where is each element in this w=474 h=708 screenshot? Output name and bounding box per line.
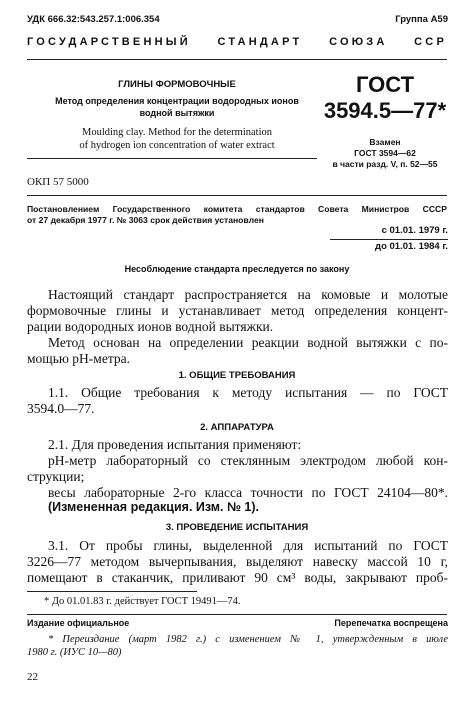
section-3-heading: 3. ПРОВЕДЕНИЕ ИСПЫТАНИЯ [165,522,309,533]
reissue-line-1: * Переиздание (март 1982 г.) с изменением № 1, утвержденным в июле [48,634,448,645]
section-3-line-3: помещают в стаканчик, приливают 90 см³ воды, закрывают проб- [27,570,448,585]
valid-from: с 01.01. 1979 г. [381,225,448,236]
title-rule [27,158,317,159]
edition-rule [27,614,447,615]
replaces-section: в части разд. V, п. 52—55 [332,159,438,169]
okp-code: ОКП 57 5000 [27,176,89,188]
intro-line-5: мощью рН-метра. [27,351,131,366]
section-1-line-1: 1.1. Общие требования к методу испытания — по ГОСТ [48,385,448,400]
group-code: Группа А59 [395,14,448,25]
intro-line-3: рации водородных ионов водной вытяжки. [27,319,274,334]
section-2-line-1: 2.1. Для проведения испытания применяют: [48,437,302,452]
section-2-heading: 2. АППАРАТУРА [200,422,274,433]
section-2-line-3: струкции; [27,469,85,484]
reissue-line-2: 1980 г. (ИУС 10—80) [27,647,122,658]
gost-number: 3594.5—77* [323,98,447,123]
edition-official: Издание официальное [27,618,130,628]
section-1-line-2: 3594.0—77. [27,401,95,416]
replaces-label: Взамен [369,137,401,147]
section-3-line-1: 3.1. От пробы глины, выделенной для испытаний по ГОСТ [48,538,448,553]
replaces-gost: ГОСТ 3594—62 [354,148,416,158]
section-2-line-2: рН-метр лабораторный со стеклянным электродом любой кон- [48,453,448,468]
page-number: 22 [27,671,38,683]
valid-rule [330,239,448,240]
section-1-heading: 1. ОБЩИЕ ТРЕБОВАНИЯ [178,370,296,381]
standard-subtitle-ru-1: Метод определения концентрации водородных ионов [55,96,299,106]
decree-line-2: от 27 декабря 1977 г. № 3063 срок действия установлен [27,215,264,225]
valid-to: до 01.01. 1984 г. [375,241,448,252]
standard-title-en-2: of hydrogen ion concentration of water extract [79,140,275,151]
footnote: * До 01.01.83 г. действует ГОСТ 19491—74. [44,596,241,607]
intro-line-1: Настоящий стандарт распространяется на комовые и молотые [48,287,448,302]
standard-title-ru: ГЛИНЫ ФОРМОВОЧНЫЕ [118,79,236,90]
intro-line-2: формовочные глины и устанавливает метод определения концент- [27,303,448,318]
legal-warning: Несоблюдение стандарта преследуется по закону [124,264,350,274]
amendment-note: (Измененная редакция. Изм. № 1). [48,500,259,514]
intro-line-4: Метод основан на определении реакции водной вытяжки с по- [48,335,448,350]
organization-title: ГОСУДАРСТВЕННЫЙ СТАНДАРТ СОЮЗА ССР [27,36,447,48]
footnote-rule [27,591,197,592]
gost-label: ГОСТ [355,72,415,97]
decree-line-1: Постановлением Государственного комитета стандартов Совета Министров СССР [27,204,447,214]
okp-rule [27,195,447,196]
header-rule [27,59,447,60]
section-3-line-2: 3226—77 методом вычерпывания, выделяют навеску массой 10 г, [27,554,448,569]
section-2-line-4: весы лабораторные 2-го класса точности по ГОСТ 24104—80*. [48,485,448,500]
reprint-prohibited: Перепечатка воспрещена [334,618,448,628]
standard-subtitle-ru-2: водной вытяжки [139,108,215,118]
udk-code: УДК 666.32:543.257.1:006.354 [27,14,160,25]
standard-title-en-1: Moulding clay. Method for the determination [81,127,273,138]
